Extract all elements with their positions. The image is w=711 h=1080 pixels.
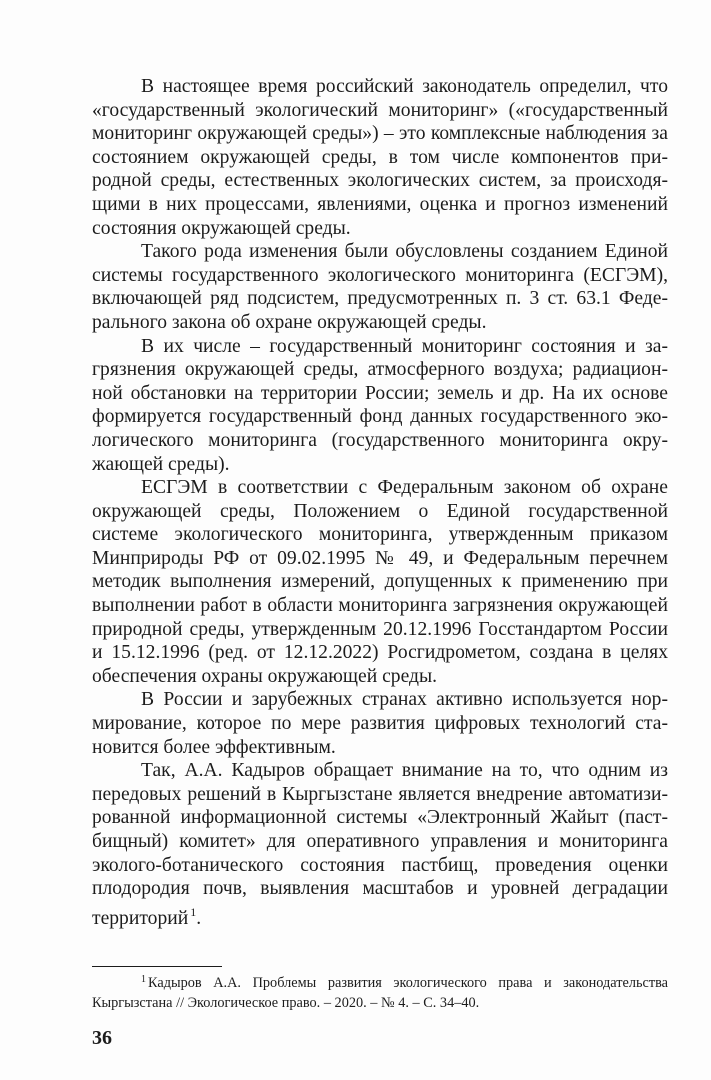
footnote <box>92 970 668 1013</box>
paragraph-1: В настоящее время российский законодатель определил, что «государственный экологический мониторинг» («государственный мониторинг окружающей среды») – это комплексные наблюдения за состоянием окружающей среды, в том числе компонентов природной среды, естественных экологических систем, за происходящими в них процессами, явлениями, оценка и прогноз изменений состояния окружающей среды. <box>92 76 668 239</box>
paragraph-3: В их числе – государственный мониторинг состояния и загрязнения окружающей среды, атмосферного воздуха; радиационной обстановки на территории России; земель и др. На их основе формируется государственный фонд данных государственного экологического мониторинга (государственного мониторинга окружающей среды). <box>92 335 668 475</box>
paragraph-4: ЕСГЭМ в соответствии с Федеральным законом об охране окружающей среды, Положением о Единой государственной системе экологического мониторинга, утвержденным приказом Минприроды РФ от 09.02.1995 № 49, и Федеральным перечнем методик выполнения измерений, допущенных к применению при выполнении работ в области мониторинга загрязнения окружающей природной среды, утвержденным 20.12.1996 Госстандартом России и 15.12.1996 (ред. от 12.12.2022) Росгидрометом, создана в целях обеспечения охраны окружающей среды. <box>92 477 668 687</box>
footnote-text: Кадыров А.А. Проблемы развития экологического права и законодательства Кыргызстана // Экологическое право. – 2020. – № 4. – С. 34–40. <box>92 975 668 1011</box>
main-text <box>92 75 668 930</box>
paragraph-2: Такого рода изменения были обусловлены созданием Единой системы государственного экологического мониторинга (ЕСГЭМ), включающей ряд подсистем, предусмотренных п. 3 ст. 63.1 Федерального закона об охране окружающей среды. <box>92 241 668 333</box>
page-number: 36 <box>92 1027 112 1049</box>
footnote-divider <box>92 966 222 967</box>
paragraph-6-text: Так, А.А. Кадыров обращает внимание на то, что одним из передовых решений в Кыргызстане является внедрение автоматизированной информационной системы «Электронный Жайыт (пастбищный) комитет» для оперативного управления и мониторинга эколого-ботанического состояния пастбищ, проведения оценки плодородия почв, выявления масштабов и уровней деградации территорий <box>92 760 668 929</box>
paragraph-6: Так, А.А. Кадыров обращает внимание на то, что одним из передовых решений в Кыргызстане является внедрение автоматизированной информационной системы «Электронный Жайыт (пастбищный) комитет» для оперативного управления и мониторинга эколого-ботанического состояния пастбищ, проведения оценки плодородия почв, выявления масштабов и уровней деградации территорий $^1$. <box>92 760 668 929</box>
footnote-number: 1 <box>141 974 146 985</box>
paragraph-5: В России и зарубежных странах активно используется нормирование, которое по мере развития цифровых технологий становится более эффективным. <box>92 689 668 758</box>
footnote-reference[interactable]: 1 <box>190 904 197 919</box>
